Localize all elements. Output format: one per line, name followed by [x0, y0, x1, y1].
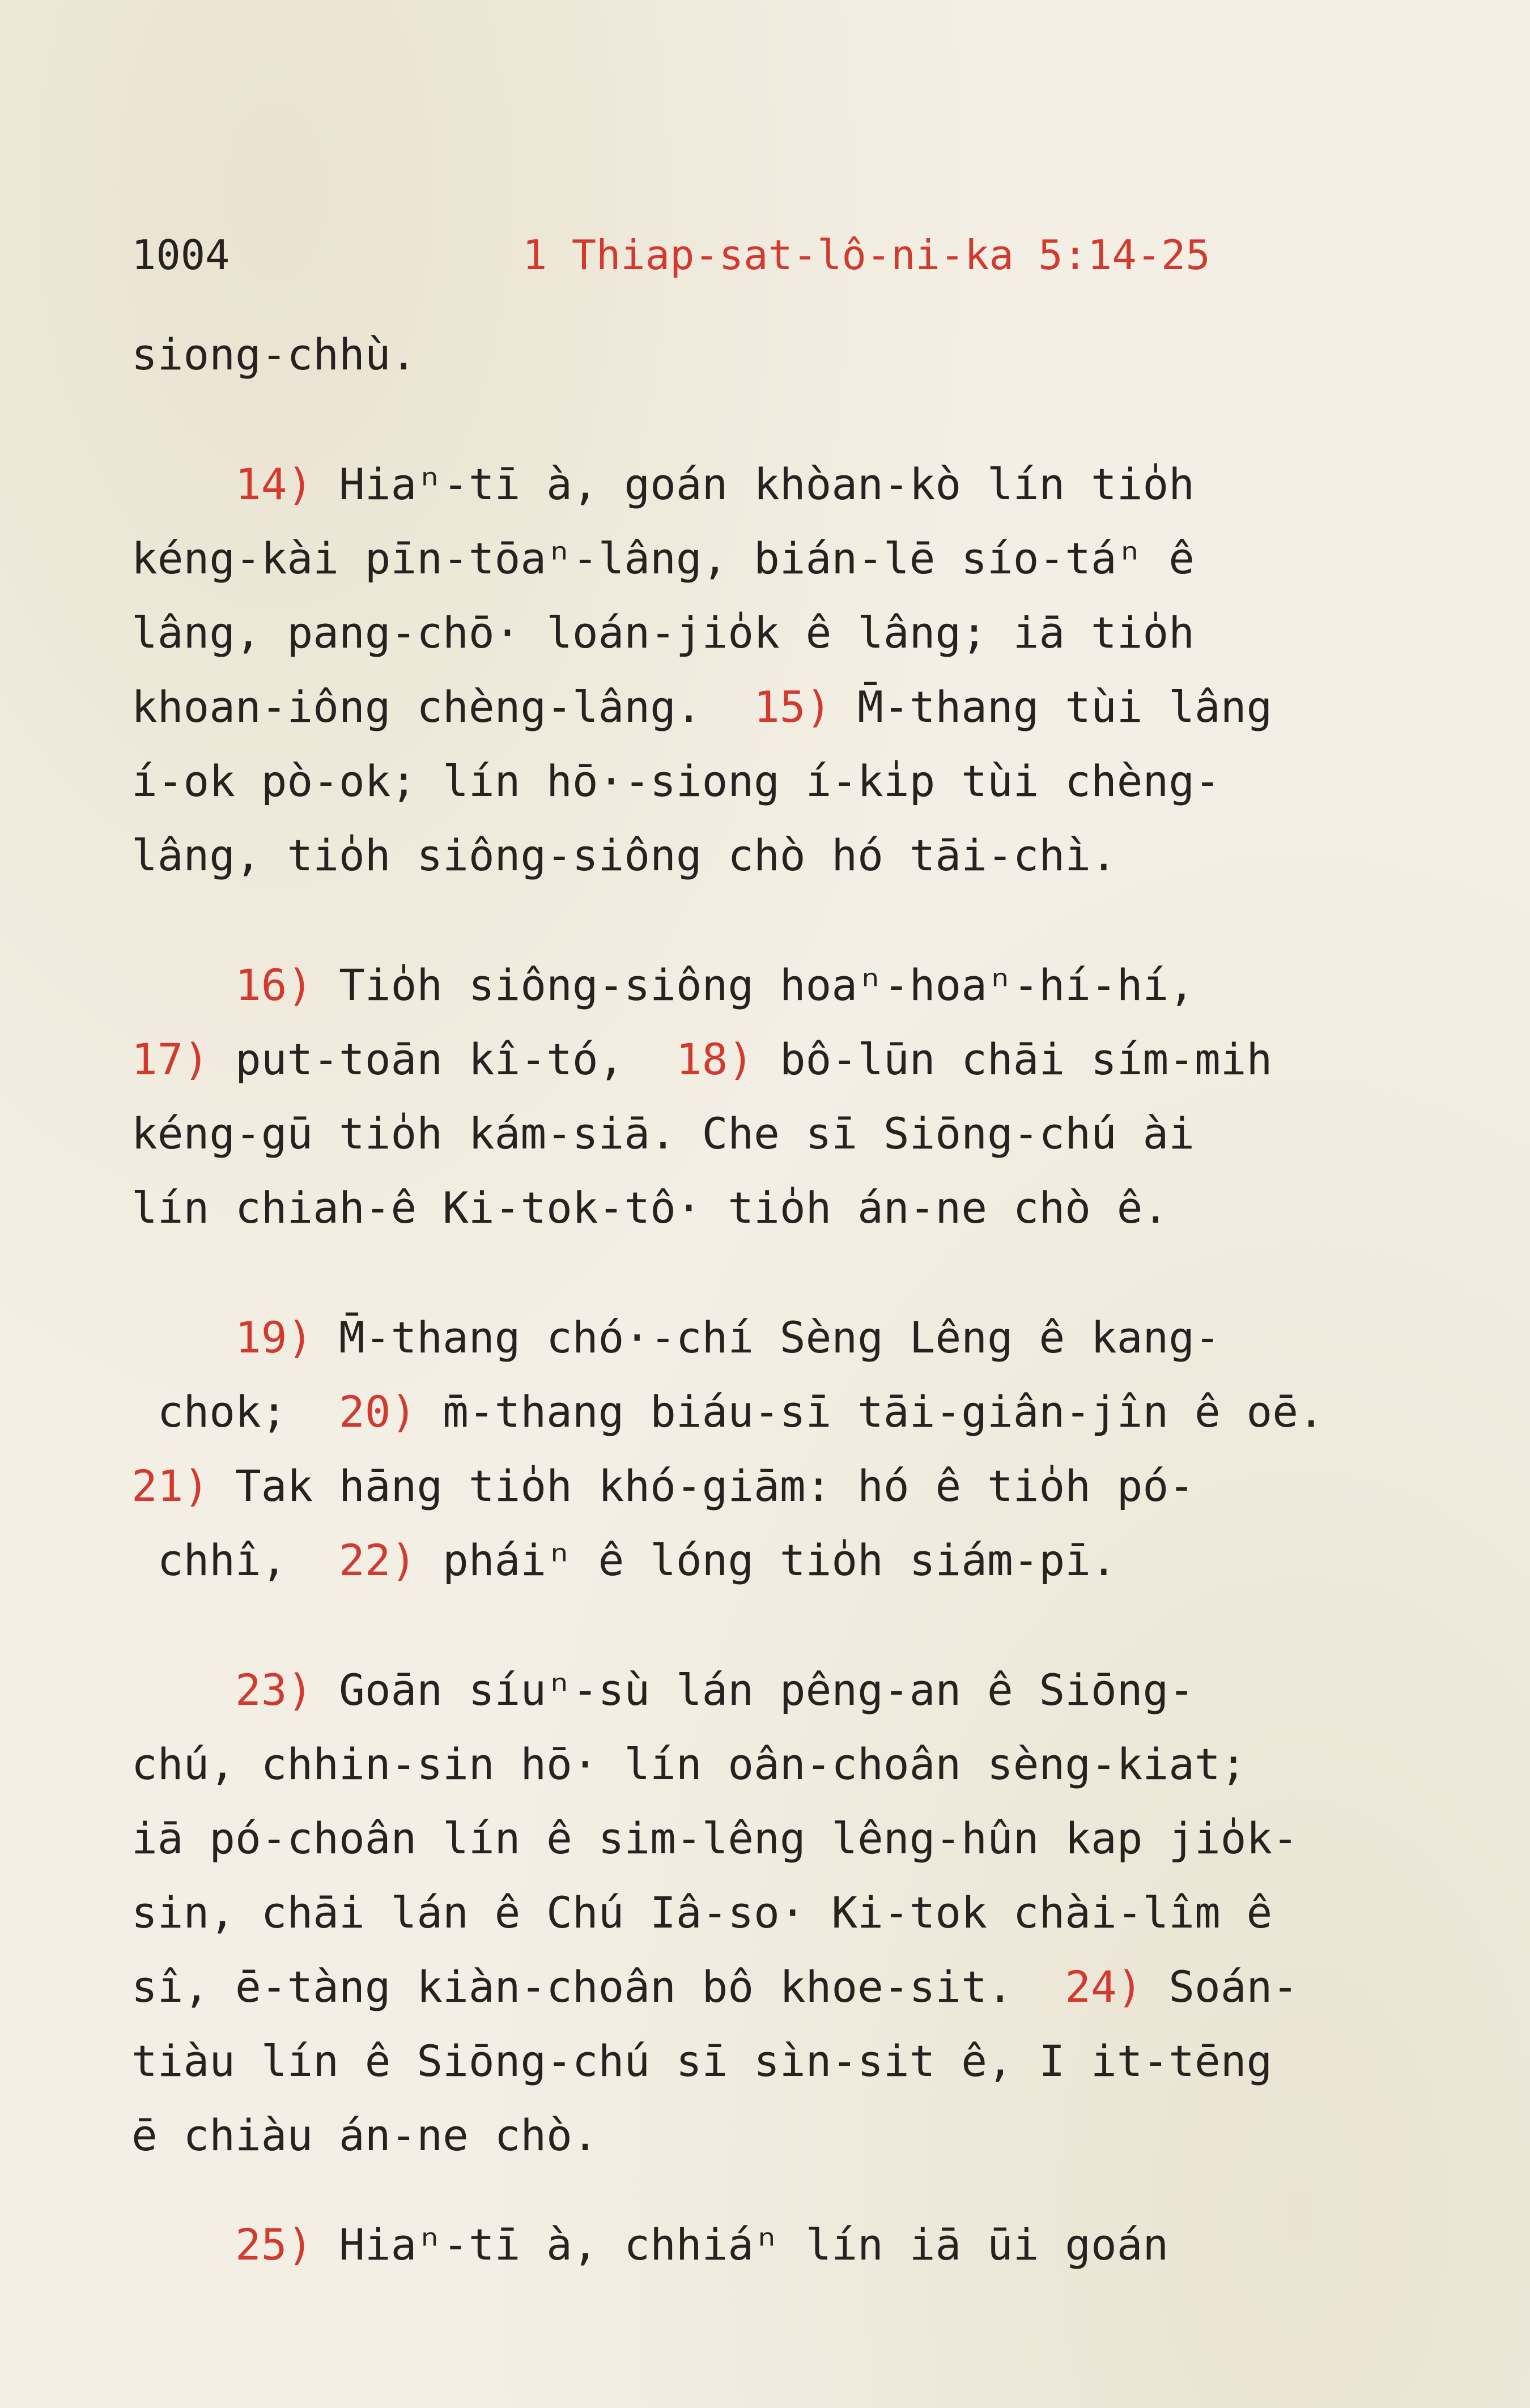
text-line — [131, 2098, 1435, 2172]
verse-text: chú, chhin-sin hō· lín oân-choân sèng-kiat; — [131, 1739, 1247, 1789]
paragraph-gap — [131, 1597, 1435, 1653]
paragraph — [131, 447, 1435, 892]
verse-text — [131, 459, 235, 509]
verse-text: iā pó-choân lín ê sim-lêng lêng-hûn kap jio̍k- — [131, 1813, 1299, 1864]
verse-text — [131, 2219, 235, 2270]
text-line — [131, 1653, 1435, 1727]
text-line — [131, 670, 1435, 744]
text-line — [131, 948, 1435, 1022]
verse-text: lâng, pang-chō· loán-jio̍k ê lâng; iā tio̍h — [131, 607, 1195, 658]
text-line — [131, 595, 1435, 670]
verse-text: Hiaⁿ-tī à, goán khòan-kò lín tio̍h — [313, 459, 1195, 509]
text-line — [131, 1523, 1435, 1597]
text-line — [131, 1449, 1435, 1523]
text-line — [131, 1300, 1435, 1375]
scripture-text — [131, 317, 1435, 2282]
verse-text: bô-lūn chāi sím-mih — [754, 1034, 1273, 1084]
verse-text: pháiⁿ ê lóng tio̍h siám-pī. — [416, 1535, 1117, 1585]
verse-text: chok; — [131, 1386, 339, 1437]
verse-text: Soán- — [1142, 1962, 1299, 2012]
text-line — [131, 818, 1435, 892]
text-line — [131, 1727, 1435, 1801]
verse-text: chhî, — [131, 1535, 339, 1585]
text-line — [131, 1801, 1435, 1875]
paragraph — [131, 317, 1435, 392]
paragraph — [131, 1300, 1435, 1597]
verse-text: put-toān kî-tó, — [209, 1034, 676, 1084]
verse-number: 17) — [131, 1034, 210, 1084]
verse-text: í-ok pò-ok; lín hō·-siong í-ki̍p tùi chèng- — [131, 756, 1221, 806]
verse-text: Hiaⁿ-tī à, chhiáⁿ lín iā ūi goán — [313, 2219, 1169, 2270]
text-line — [131, 2024, 1435, 2098]
verse-number: 25) — [235, 2219, 313, 2270]
verse-number: 20) — [339, 1386, 417, 1437]
verse-text: tiàu lín ê Siōng-chú sī sìn-sit ê, I it-tēng — [131, 2036, 1273, 2086]
page-number: 1004 — [131, 231, 230, 279]
verse-text: M̄-thang chó·-chí Sèng Lêng ê kang- — [313, 1312, 1221, 1363]
verse-number: 16) — [235, 960, 313, 1010]
verse-text: Goān síuⁿ-sù lán pêng-an ê Siōng- — [313, 1665, 1195, 1715]
verse-number: 21) — [131, 1461, 210, 1511]
verse-text: Tak hāng tio̍h khó-giām: hó ê tio̍h pó- — [209, 1461, 1195, 1511]
verse-number: 15) — [754, 682, 832, 732]
text-line — [131, 1022, 1435, 1096]
verse-number: 24) — [1065, 1962, 1143, 2012]
verse-text: sin, chāi lán ê Chú Iâ-so· Ki-tok chài-lîm ê — [131, 1887, 1273, 1938]
verse-text: khoan-iông chèng-lâng. — [131, 682, 754, 732]
verse-text: m̄-thang biáu-sī tāi-giân-jîn ê oē. — [416, 1386, 1324, 1437]
verse-text — [131, 1665, 235, 1715]
verse-text: sî, ē-tàng kiàn-choân bô khoe-sit. — [131, 1962, 1065, 2012]
text-line — [131, 1171, 1435, 1245]
paragraph — [131, 2207, 1435, 2282]
verse-number: 18) — [675, 1034, 754, 1084]
text-line — [131, 2207, 1435, 2282]
verse-text — [131, 960, 235, 1010]
verse-number: 23) — [235, 1665, 313, 1715]
text-line — [131, 521, 1435, 595]
verse-number: 22) — [339, 1535, 417, 1585]
text-line — [131, 447, 1435, 521]
paragraph-gap — [131, 2172, 1435, 2207]
text-line — [131, 1950, 1435, 2024]
text-line — [131, 1875, 1435, 1950]
verse-text: Tio̍h siông-siông hoaⁿ-hoaⁿ-hí-hí, — [313, 960, 1195, 1010]
verse-number: 14) — [235, 459, 313, 509]
verse-text: M̄-thang tùi lâng — [831, 682, 1273, 732]
text-line — [131, 317, 1435, 392]
paragraph — [131, 948, 1435, 1245]
paragraph-gap — [131, 1245, 1435, 1300]
text-line — [131, 1375, 1435, 1449]
text-line — [131, 744, 1435, 818]
text-line — [131, 1096, 1435, 1171]
verse-text: siong-chhù. — [131, 329, 417, 380]
running-head: 1 Thiap-sat-lô-ni-ka 5:14-25 — [522, 231, 1210, 279]
paragraph — [131, 1653, 1435, 2172]
verse-text: lâng, tio̍h siông-siông chò hó tāi-chì. — [131, 830, 1117, 880]
verse-text: kéng-gū tio̍h kám-siā. Che sī Siōng-chú ài — [131, 1108, 1195, 1159]
verse-text: ē chiàu án-ne chò. — [131, 2110, 598, 2160]
verse-number: 19) — [235, 1312, 313, 1363]
paragraph-gap — [131, 392, 1435, 447]
verse-text: lín chiah-ê Ki-tok-tô· tio̍h án-ne chò ê. — [131, 1182, 1169, 1233]
page-header — [131, 224, 1406, 286]
paragraph-gap — [131, 892, 1435, 948]
verse-text: kéng-kài pīn-tōaⁿ-lâng, bián-lē sío-táⁿ ê — [131, 533, 1195, 584]
verse-text — [131, 1312, 235, 1363]
